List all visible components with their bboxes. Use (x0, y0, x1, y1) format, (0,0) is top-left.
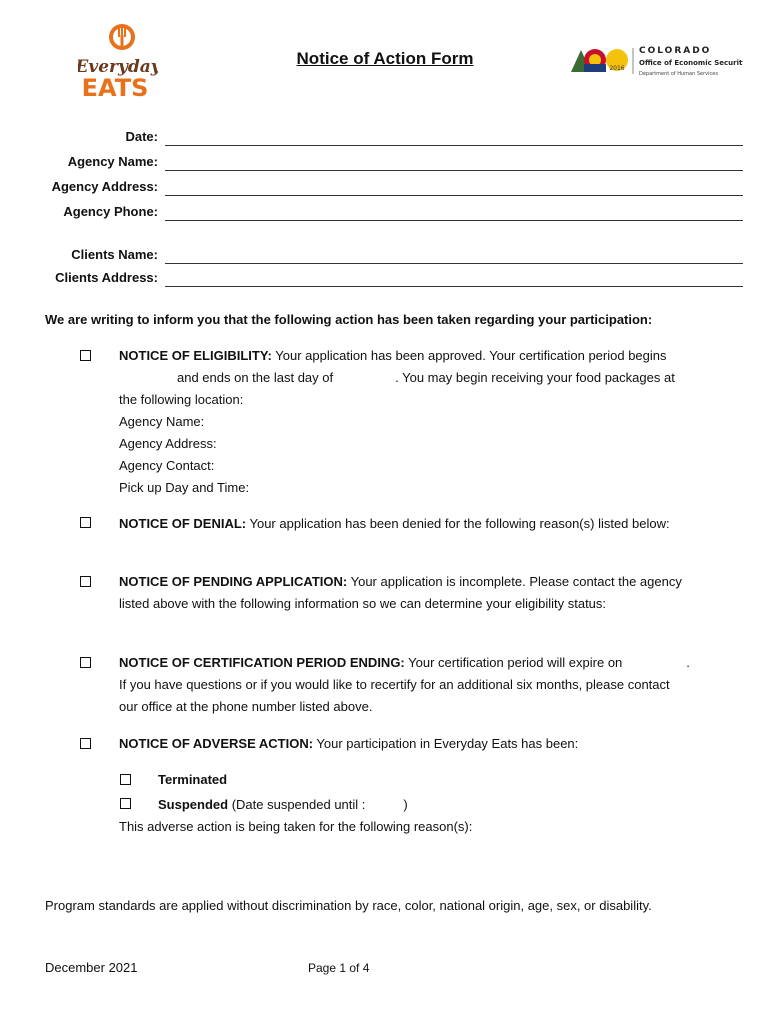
logo-text-eats: EATS (81, 74, 149, 100)
pending-section (119, 571, 739, 615)
eligibility-agency-contact: Agency Contact: (119, 458, 215, 473)
cert-ending-text-3: our office at the phone number listed above. (119, 699, 373, 714)
clients-address-field[interactable] (165, 286, 743, 287)
logo-text-cdhs: Department of Human Services (639, 71, 718, 77)
cert-ending-period: . (686, 655, 690, 670)
suspended-label: Suspended (158, 797, 229, 812)
cert-ending-text-1: Your certification period will expire on (404, 655, 623, 670)
eligibility-text-4: the following location: (119, 392, 244, 407)
colorado-emblem-icon (571, 42, 743, 80)
agency-name-label: Agency Name: (67, 154, 158, 169)
eligibility-line-1 (119, 345, 729, 367)
cert-ending-text-2: If you have questions or if you would like to recertify for an additional six months, please contact (119, 677, 670, 692)
denial-text: Your application has been denied for the following reason(s) listed below: (246, 516, 670, 531)
agency-phone-label: Agency Phone: (63, 204, 158, 219)
clients-name-field[interactable] (165, 263, 743, 264)
denial-heading: NOTICE OF DENIAL: (119, 516, 247, 531)
logo-text-oes: Office of Economic Security (639, 59, 743, 67)
adverse-text: Your participation in Everyday Eats has been: (313, 736, 579, 751)
nondiscrimination-text: Program standards are applied without discrimination by race, color, national origin, age, sex, or disability. (45, 898, 652, 913)
logo-badge-year: 2016 (609, 65, 625, 72)
pending-text-1: Your application is incomplete. Please contact the agency (347, 574, 682, 589)
eligibility-section (119, 345, 729, 499)
intro-text: We are writing to inform you that the following action has been taken regarding your participation: (45, 312, 653, 327)
colorado-oes-logo (571, 42, 743, 80)
clients-address-label: Clients Address: (55, 270, 158, 285)
denial-checkbox[interactable] (80, 517, 91, 528)
eligibility-pickup: Pick up Day and Time: (119, 480, 250, 495)
agency-name-field[interactable] (165, 170, 743, 171)
adverse-heading: NOTICE OF ADVERSE ACTION: (119, 736, 314, 751)
footer-date: December 2021 (45, 960, 138, 975)
terminated-label: Terminated (158, 772, 228, 787)
agency-address-label: Agency Address: (51, 179, 158, 194)
suspended-line (158, 794, 558, 816)
agency-address-field[interactable] (165, 195, 743, 196)
denial-section (119, 513, 739, 535)
eligibility-line-2 (119, 367, 729, 389)
pending-line-1 (119, 571, 739, 593)
adverse-section (119, 733, 739, 755)
eligibility-text-2: and ends on the last day of (177, 370, 334, 385)
eligibility-heading: NOTICE OF ELIGIBILITY: (119, 348, 272, 363)
clients-name-label: Clients Name: (71, 247, 158, 262)
suspended-close: ) (403, 797, 408, 812)
page-title: Notice of Action Form (296, 49, 474, 68)
eligibility-text-3: . You may begin receiving your food packages at (395, 370, 675, 385)
logo-text-everyday: Everyday (78, 57, 158, 77)
cert-ending-checkbox[interactable] (80, 657, 91, 668)
date-field[interactable] (165, 145, 743, 146)
eligibility-agency-address: Agency Address: (119, 436, 217, 451)
suspended-checkbox[interactable] (120, 798, 131, 809)
agency-phone-field[interactable] (165, 220, 743, 221)
date-label: Date: (125, 129, 158, 144)
eligibility-checkbox[interactable] (80, 350, 91, 361)
footer-page-number: Page 1 of 4 (308, 961, 370, 975)
pending-checkbox[interactable] (80, 576, 91, 587)
terminated-checkbox[interactable] (120, 774, 131, 785)
adverse-reason: This adverse action is being taken for the following reason(s): (119, 819, 473, 834)
eligibility-agency-name: Agency Name: (119, 414, 205, 429)
eligibility-text-1: Your application has been approved. Your certification period begins (271, 348, 667, 363)
cert-ending-line-1 (119, 652, 739, 674)
cert-ending-section (119, 652, 739, 718)
adverse-checkbox[interactable] (80, 738, 91, 749)
suspended-note: (Date suspended until : (228, 797, 366, 812)
cert-ending-heading: NOTICE OF CERTIFICATION PERIOD ENDING: (119, 655, 405, 670)
logo-text-colorado: COLORADO (639, 46, 712, 56)
pending-text-2: listed above with the following information so we can determine your eligibility status: (119, 596, 607, 611)
pending-heading: NOTICE OF PENDING APPLICATION: (119, 574, 348, 589)
